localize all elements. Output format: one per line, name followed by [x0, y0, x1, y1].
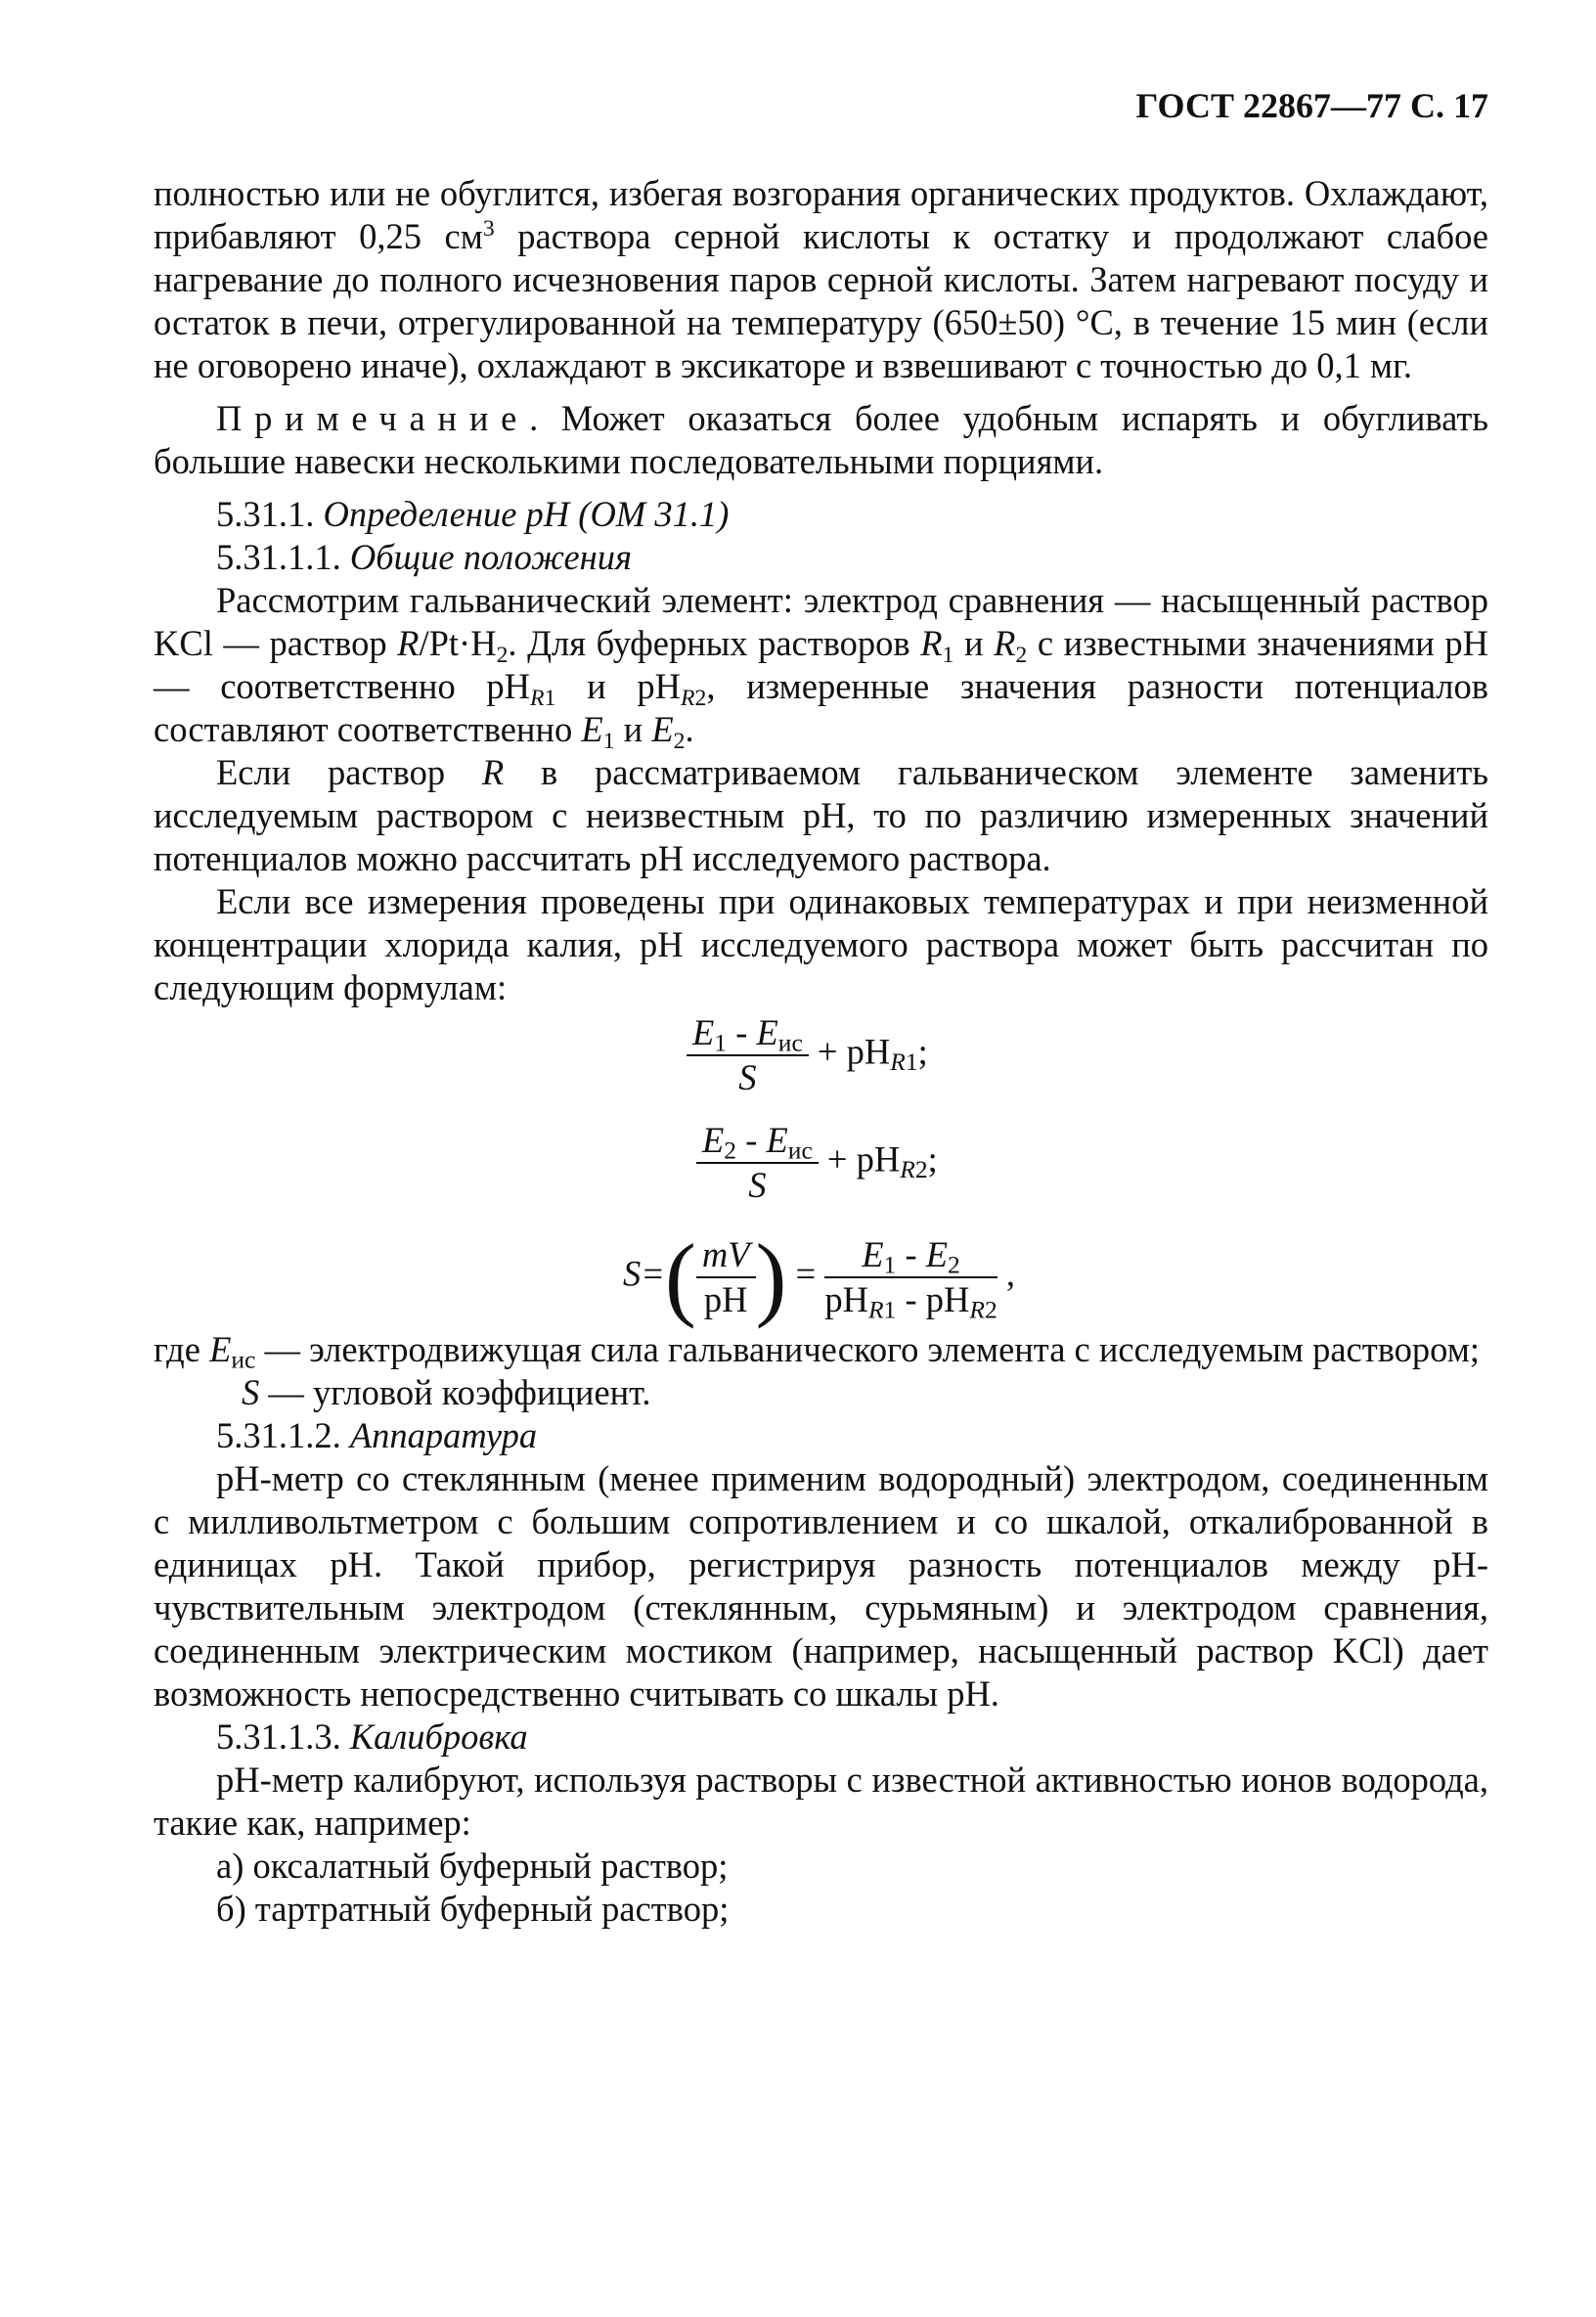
section-heading-5-31-1-2: 5.31.1.2. Аппаратура — [216, 1415, 538, 1455]
fraction: $\frac{E1 - E2}{\text{pHR1 - pHR2}}$ — [824, 1234, 998, 1324]
paragraph-galvanic-element: Рассмотрим гальванический элемент: электрод сравнения — насыщенный раствор KCl — раствор $R/Pt\cdot H_2$. Для буферных растворов $R_1$ и $R_2$ с известными значениями pH — соответственно $pH_{R1}$ и $pH_{R2}$, измеренные значения разности потенциалов составляют соответственно $E_1$ и $E_2$. — [154, 580, 1489, 755]
formula-ph-r2: $\frac{\text{E2 - Eис}}{S}$ + pHR2; — [696, 1121, 938, 1205]
where-line-eis: где Eис — электродвижущая сила гальванического элемента с исследуемым раствором; — [154, 1329, 1480, 1374]
paragraph-replace-solution: Если раствор R в рассматриваемом гальваническом элементе заменить исследуемым раствором с неизвестным pH, то по различию измеренных значений потенциалов можно рассчитать pH исследуемого раствора. — [154, 752, 1488, 878]
where-legend — [154, 1328, 1488, 1414]
section-heading-5-31-1: 5.31.1. Определение pH (ОМ 31.1) — [216, 494, 730, 534]
section-heading-5-31-1-3: 5.31.1.3. Калибровка — [216, 1716, 528, 1757]
note-paragraph: Примечание. Может оказаться более удобным испарять и обугливать большие навески несколькими последовательными порциями. — [154, 398, 1488, 481]
list-item: б) тартратный буферный раствор; — [216, 1889, 730, 1929]
paragraph-apparatus: pH-метр со стеклянным (менее применим водородный) электродом, соединенным с милливольтметром с большим сопротивлением и со шкалой, откалиброванной в единицах pH. Такой прибор, регистрируя разность потенциалов между pH-чувствительным электродом (стеклянным, сурьмяным) и электродом сравнения, соединенным электрическим мостиком (например, насыщенный раствор KCl) дает возможность непосредственно считывать со шкалы pH. — [154, 1458, 1488, 1714]
where-line-s: S — угловой коэффициент. — [242, 1372, 651, 1412]
fraction: $\frac{\text{E1 - Eис}}{S}$ — [687, 1013, 809, 1097]
note-label: Примечание — [216, 398, 530, 438]
page-header: ГОСТ 22867—77 С. 17 — [1135, 86, 1488, 125]
paragraph-ashing-procedure: полностью или не обуглится, избегая возгорания органических продуктов. Охлаждают, прибавляют 0,25 $см^3$ раствора серной кислоты к остатку и продолжают слабое нагревание до полного исчезновения паров серной кислоты. Затем нагревают посуду и остаток в печи, отрегулированной на температуру (650±50) °С, в течение 15 мин (если не оговорено иначе), охлаждают в эксикаторе и взвешивают с точностью до 0,1 мг. — [154, 173, 1488, 385]
fraction: $\frac{\text{E2 - Eис}}{S}$ — [696, 1121, 819, 1205]
list-item: а) оксалатный буферный раствор; — [216, 1846, 729, 1886]
formula-ph-r1: $\frac{\text{E1 - Eис}}{S}$ + pHR1; — [687, 1013, 928, 1097]
section-heading-5-31-1-1: 5.31.1.1. Общие положения — [216, 537, 633, 577]
paragraph-formulas-intro: Если все измерения проведены при одинаковых температурах и при неизменной концентрации хлорида калия, pH исследуемого раствора может быть рассчитан по следующим формулам: — [154, 881, 1488, 1007]
formula-slope: S=( $\frac{mV}{pH}$ ) = $\frac{E1 - E2}{\text{pHR1 - pHR2}}$ , — [623, 1225, 1015, 1329]
paragraph-calibration: pH-метр калибруют, используя растворы с известной активностью ионов водорода, такие как, например: — [154, 1760, 1488, 1843]
paren-fraction: $\frac{mV}{pH}$ — [696, 1235, 756, 1319]
formula-block — [154, 1013, 1488, 1328]
